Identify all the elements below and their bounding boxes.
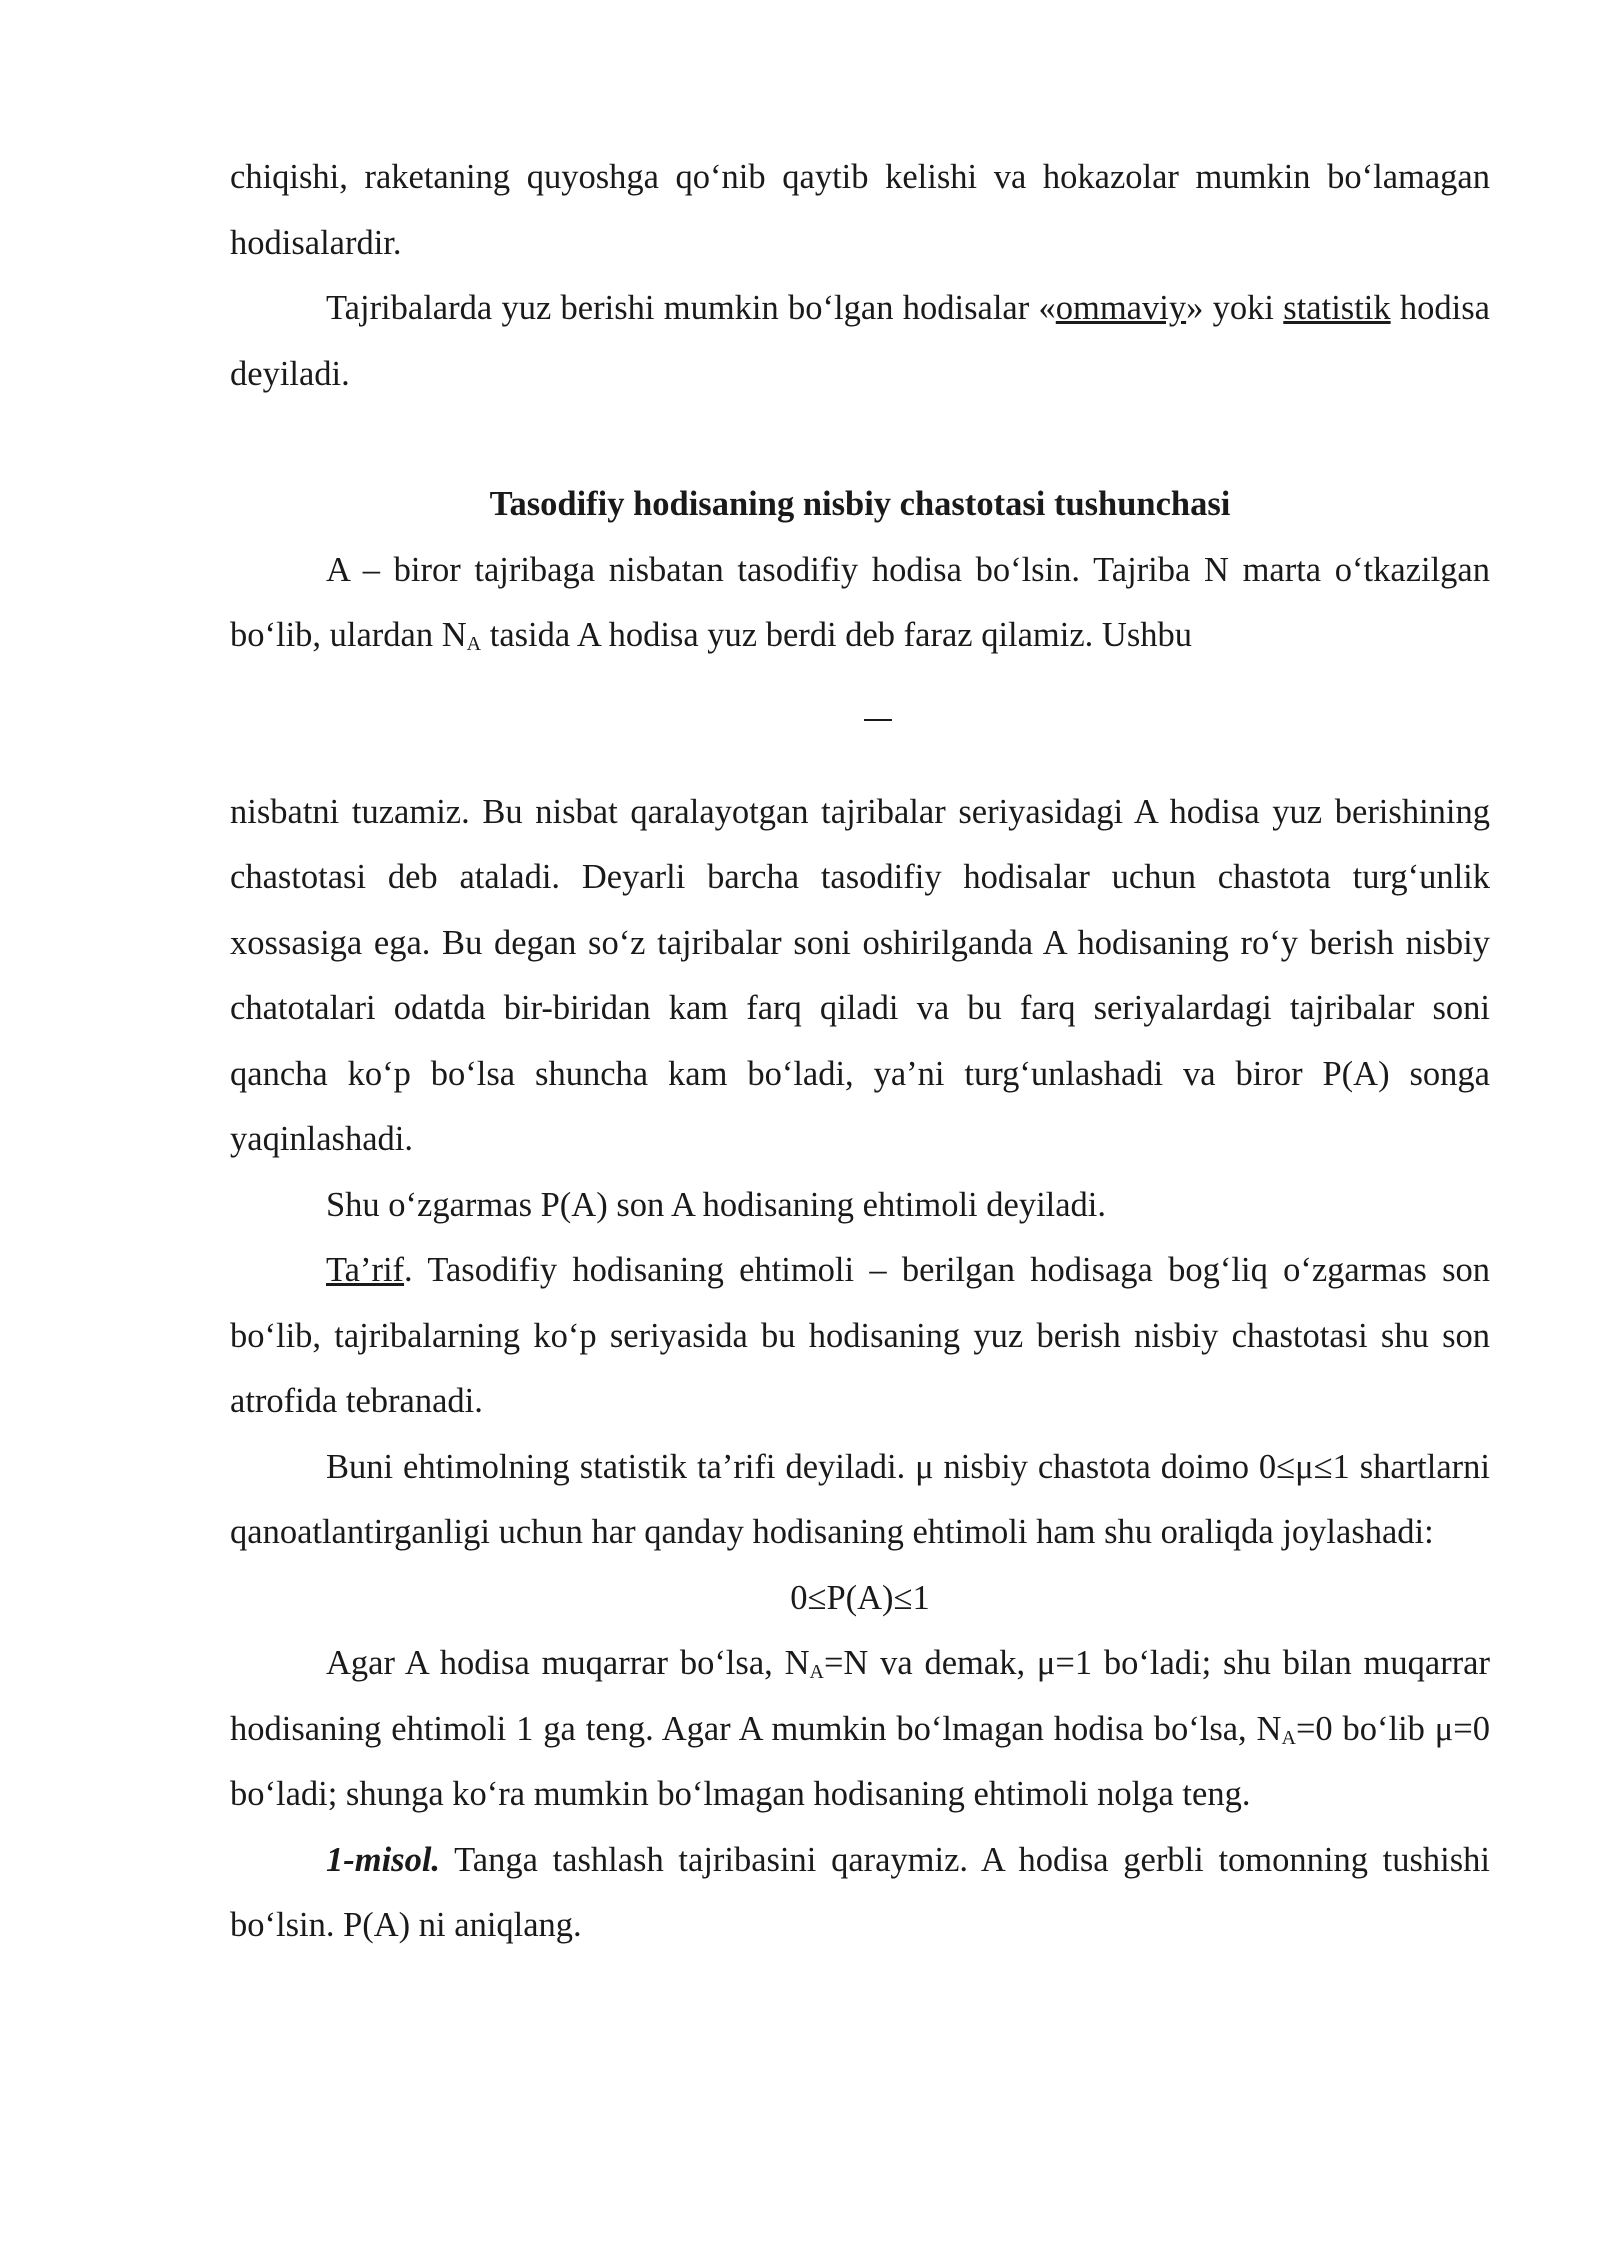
subscript-a: A xyxy=(466,633,482,655)
paragraph-example-1 xyxy=(230,1828,1490,1959)
paragraph-frequency xyxy=(230,780,1490,1173)
paragraph-definition-setup xyxy=(230,538,1490,669)
paragraph-text: Tanga tashlash tajribasini qaraymiz. A hodisa gerbli tomonning tushishi bo‘lsin. P(A) ni aniqlang. xyxy=(230,1840,1490,1944)
term-tarif: Ta’rif xyxy=(326,1251,405,1289)
paragraph-text: . Tasodifiy hodisaning ehtimoli – berilgan hodisaga bog‘liq o‘zgarmas son bo‘lib, tajribalarning ko‘p seriyasida bu hodisaning yuz berish nisbiy chastotasi shu son atrofida tebranadi. xyxy=(230,1251,1490,1420)
paragraph-text: Buni ehtimolning statistik ta’rifi deyiladi. μ nisbiy chastota doimo 0≤μ≤1 shartlarni qanoatlantirganligi uchun har qanday hodisaning ehtimoli ham shu oraliqda joylashadi: xyxy=(230,1447,1490,1551)
paragraph-text-after: hodisa deyiladi. xyxy=(230,289,1490,393)
term-ommaviy: ommaviy xyxy=(1055,289,1187,327)
formula-probability-bounds: 0≤P(A)≤1 xyxy=(790,1578,930,1617)
paragraph-certain-impossible xyxy=(230,1631,1490,1828)
paragraph-text-2: =N va demak, μ=1 bo‘ladi; shu bilan muqarrar hodisaning ehtimoli 1 ga teng. Agar A mumkin bo‘lmagan hodisa bo‘lsa, N xyxy=(230,1644,1490,1748)
paragraph-text-1: Agar A hodisa muqarrar bo‘lsa, N xyxy=(326,1644,810,1682)
fraction-formula xyxy=(230,669,1490,780)
subscript-a-2: A xyxy=(1281,1726,1296,1749)
paragraph-text-3: =0 bo‘lib μ=0 bo‘ladi; shunga ko‘ra mumkin bo‘lmagan hodisaning ehtimoli nolga teng. xyxy=(230,1709,1491,1813)
paragraph-text-middle: » yoki xyxy=(1186,289,1284,327)
example-label: 1-misol. xyxy=(326,1840,441,1879)
paragraph-text-before: Tajribalarda yuz berishi mumkin bo‘lgan hodisalar « xyxy=(326,289,1056,327)
paragraph-text: Shu o‘zgarmas P(A) son A hodisaning ehtimoli deyiladi. xyxy=(326,1185,1107,1224)
paragraph-text-before: A – biror tajribaga nisbatan tasodifiy hodisa bo‘lsin. Tajriba N marta o‘tkazilgan bo‘lib, ulardan N xyxy=(230,550,1490,654)
paragraph-text: nisbatni tuzamiz. Bu nisbat qaralayotgan tajribalar seriyasidagi A hodisa yuz berishining chastotasi deb ataladi. Deyarli barcha tasodifiy hodisalar uchun chastota turg‘unlik xossasiga ega. Bu degan so‘z tajribalar soni oshirilganda A hodisaning ro‘y berish nisbiy chatotalari odatda bir-biridan kam farq qiladi va bu farq seriyalardagi tajribalar soni qancha ko‘p bo‘lsa shuncha kam bo‘ladi, ya’ni turg‘unlashadi va biror P(A) songa yaqinlashadi. xyxy=(230,792,1490,1158)
section-heading: Tasodifiy hodisaning nisbiy chastotasi tushunchasi xyxy=(489,485,1231,523)
paragraph-statistical-definition xyxy=(230,1435,1490,1566)
document-page xyxy=(230,145,1490,1959)
subscript-a-1: A xyxy=(809,1661,824,1683)
paragraph-mass-events xyxy=(230,276,1490,407)
paragraph-intro-continuation xyxy=(230,145,1490,276)
paragraph-text: chiqishi, raketaning quyoshga qo‘nib qaytib kelishi va hokazolar mumkin bo‘lamagan hodisalardir. xyxy=(230,158,1490,262)
paragraph-text-after: tasida A hodisa yuz berdi deb faraz qilamiz. Ushbu xyxy=(481,616,1192,654)
term-statistik: statistik xyxy=(1283,289,1391,327)
paragraph-probability-constant xyxy=(230,1173,1490,1239)
fraction-bar xyxy=(864,719,892,721)
paragraph-definition xyxy=(230,1238,1490,1435)
